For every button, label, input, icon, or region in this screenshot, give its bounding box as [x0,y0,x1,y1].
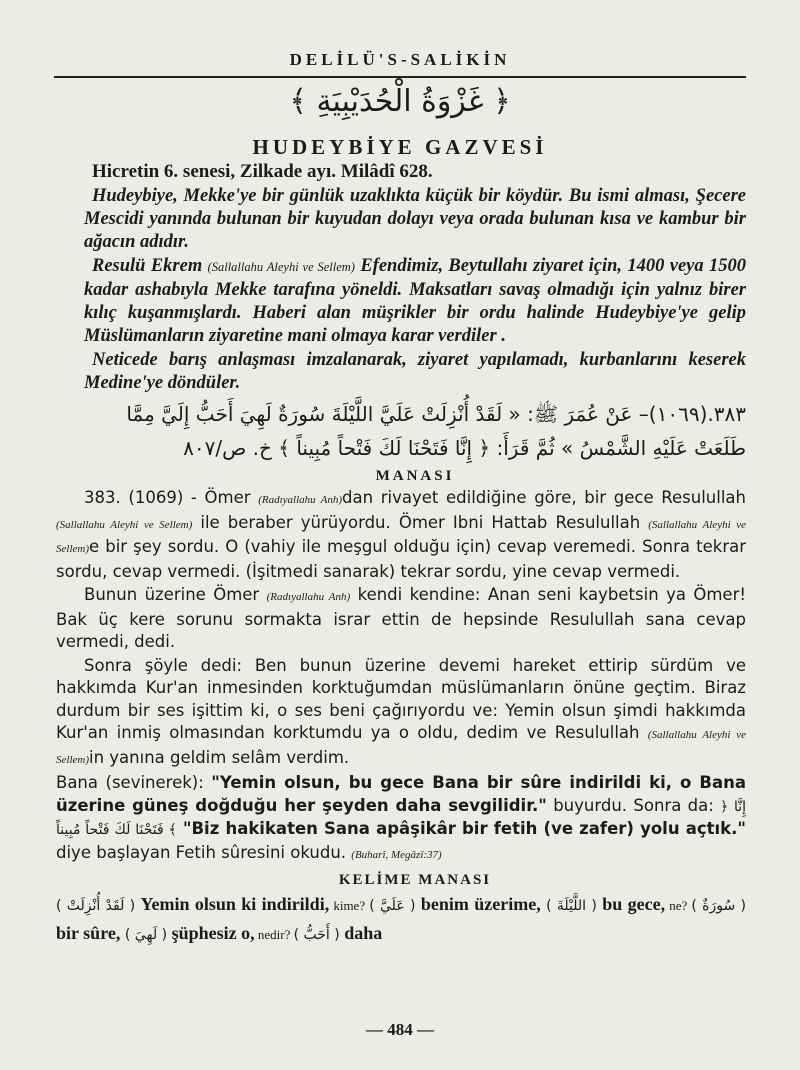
salavat: (Sallallahu Aleyhi ve Sellem) [56,518,746,555]
quote-bold: "Biz hakikaten Sana apâşikâr bir fetih (ve zafer) yolu açtık." [176,819,746,838]
word-meaning: bu gece, [596,894,666,914]
text-span: 383. (1069) - Ömer [84,488,259,507]
quote-bold: "Yemin olsun, bu gece Bana bir sûre indirildi ki, o Bana üzerine güneş doğduğu her şeyden daha sevgilidir." [56,773,746,815]
salavat: (Sallallahu Aleyhi ve Sellem) [56,729,746,766]
hicret-date: Hicretin 6. senesi, Zilkade ayı. Milâdî 628. [92,161,433,182]
arabic-title: ﴿ غَزْوَةُ الْحُدَيْبِيَةِ ﴾ [289,84,511,119]
page-number: — 484 — [366,1020,434,1039]
intro-text [84,185,746,395]
word-question: kime? [329,898,370,913]
page-content [56,160,747,949]
word-meanings [56,891,746,949]
word-arabic: ( اللَّيْلَةَ ) [546,898,597,914]
text-span: kendi kendine: Anan seni kaybetsin ya Ömer! Bak üç kere sorunu sormakta israr ettin de hepsinde Resulullah sana cevap vermedi, dedi. [56,585,746,651]
manasi-heading: MANASI [375,468,455,484]
intro-paragraph-1: Hudeybiye, Mekke'ye bir günlük uzaklıkta küçük bir köydür. Bu ismi alması, Şecere Mescidi yanında bulunan bir kuyudan dolayı veya orada bulunan kısa ve kambur bir ağacın adıdır. [84,186,746,252]
text-span: in yanına geldim selâm verdim. [88,747,350,767]
word-arabic: ( لَقَدْ أُنْزِلَتْ ) [56,898,136,914]
word-question: ne? [665,898,692,913]
radiyallahu: (Radıyallahu Anh) [266,591,351,603]
hadith-arabic [56,397,746,465]
translation-paragraph-4 [56,772,746,866]
translation-paragraph-1 [56,487,746,583]
intro-paragraph-3: Neticede barış anlaşması imzalanarak, ziyaret yapılamadı, kurbanlarını keserek Medine'ye döndüler. [84,350,746,393]
hadith-arabic-line-2: طَلَعَتْ عَلَيْهِ الشَّمْسُ » ثُمَّ قَرَأَ: ﴿ إِنَّا فَتَحْنَا لَكَ فَتْحاً مُبِيناً ﴾ خ. ص/٨٠٧ [183,436,746,460]
translation-text [56,487,746,866]
intro-p2-end: Efendimiz, Beytullahı ziyaret için, 1400 veya 1500 kadar ashabıyla Mekke tarafına yöneldi. Maksatları savaş olmadığı için yalnız birer kılıç kuşanmışlardı. Haberi alan müşrikler bir ordu halinde Hudeybiye'ye gelip Müslümanların ziyaretine mani olmaya karar verdiler . [84,256,746,346]
text-span: Sonra şöyle dedi: Ben bunun üzerine devemi hareket ettirip sürdüm ve hakkımda Kur'an inmesinden korktuğumdan müslümanların önüne geçtim. Biraz durdum bir ses işittim ki, o ses beni çağırıyordu ve: Yemin olsun şimdi hakkımda Kur'an inmiş olmasından korktumdu ya o oldu, dedim ve Resulullah [56,655,746,742]
text-span: dan rivayet edildiğine göre, bir gece Resulullah [342,488,746,507]
text-span: e bir şey sordu. O (vahiy ile meşgul olduğu için) cevap veremedi. Sonra tekrar sordu, cevap vermedi. (İşitmedi sanarak) tekrar sordu, yine cevap vermedi. [56,537,746,581]
word-arabic: ( لَهِيَ ) [124,927,168,943]
word-arabic: ( أَحَبُّ ) [293,927,340,943]
header-rule [54,76,746,78]
salavat: (Sallallahu Aleyhi ve Sellem) [56,518,193,531]
word-meaning: bir sûre, [56,923,125,943]
intro-p2-start: Resulü Ekrem [92,256,208,276]
kelime-heading: KELİME MANASI [338,872,492,888]
hadith-arabic-line-1: ٣٨٣.(١٠٦٩)– عَنْ عُمَرَ ﷺ: « لَقَدْ أُنْزِلَتْ عَلَيَّ اللَّيْلَةَ سُورَةٌ لَهِيَ أَحَبُّ إِلَيَّ مِمَّا [126,402,746,426]
translation-paragraph-2 [56,584,746,654]
text-span: ile beraber yürüyordu. Ömer Ibni Hattab Resulullah [192,512,649,532]
word-meaning: benim üzerime, [415,894,541,914]
intro-paragraph-2 [84,255,746,348]
text-span: buyurdu. Sonra da: [546,795,721,815]
radiyallahu: (Radıyallahu Anh) [258,494,343,506]
text-span: Bunun üzerine Ömer [84,585,267,604]
salavat: (Sallallahu Aleyhi ve Sellem) [207,260,355,274]
word-arabic: ( سُورَةٌ ) [691,898,747,914]
translation-paragraph-3 [56,655,746,772]
text-span: diye başlayan Fetih sûresini okudu. [56,842,352,862]
running-head: DELİLÜ'S-SALİKİN [289,50,511,69]
verse-arabic: ﴿ إِنَّا فَتَحْنَا لَكَ فَتْحاً مُبِيناً ﴾ [56,798,746,838]
source-citation: (Buharî, Megâzî:37) [351,848,442,861]
word-question: nedir? [254,927,294,942]
word-meaning: daha [339,923,383,943]
text-span: Bana (sevinerek): [56,773,212,792]
word-meaning: Yemin olsun ki indirildi, [135,894,330,914]
section-title: HUDEYBİYE GAZVESİ [252,135,548,159]
word-arabic: ( عَلَيَّ ) [369,898,416,914]
word-meaning: şüphesiz o, [167,923,255,943]
